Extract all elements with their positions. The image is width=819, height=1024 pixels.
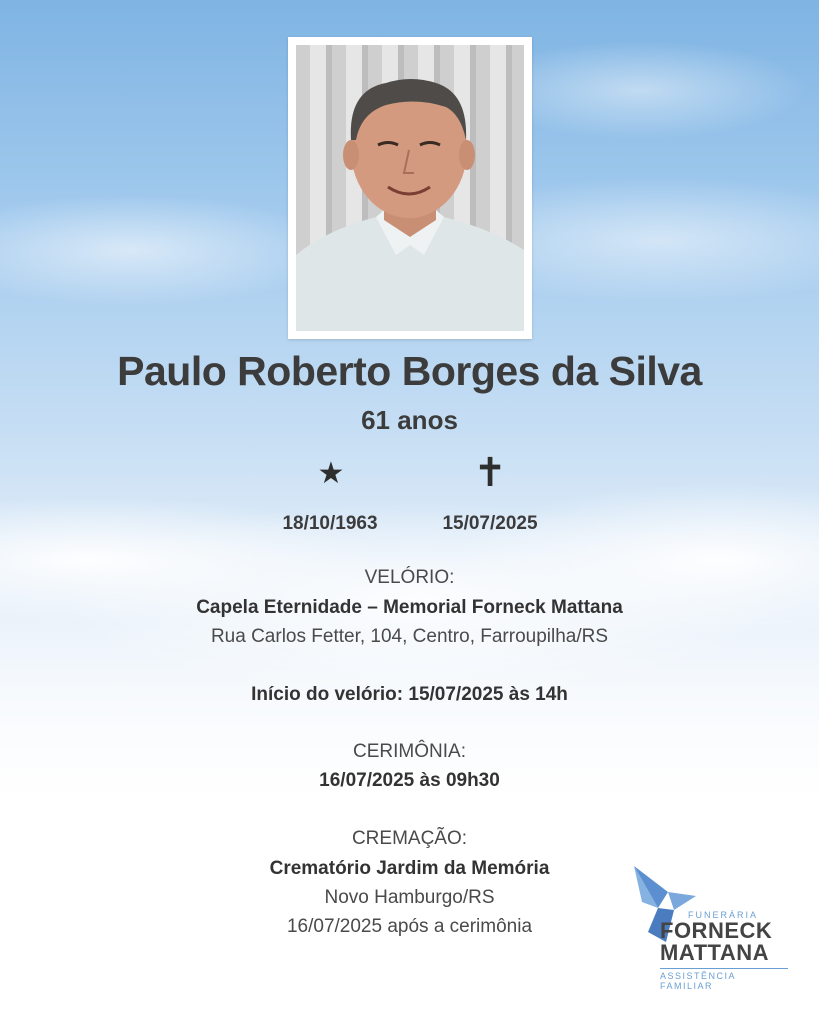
velorio-address: Rua Carlos Fetter, 104, Centro, Farroupilha/RS — [210, 626, 609, 647]
logo-line2: FORNECK — [660, 918, 773, 943]
cremacao-when: 16/07/2025 após a cerimônia — [286, 916, 533, 937]
portrait-photo — [296, 45, 524, 331]
cremacao-heading: CREMAÇÃO: — [351, 828, 468, 849]
velorio-heading: VELÓRIO: — [364, 567, 455, 588]
deceased-age: 61 anos — [361, 405, 458, 435]
portrait-illustration — [296, 45, 524, 331]
cross-icon: ✝ — [473, 451, 507, 495]
cremacao-city: Novo Hamburgo/RS — [324, 887, 495, 908]
birth-date: 18/10/1963 — [282, 513, 378, 534]
portrait-frame — [288, 37, 532, 339]
logo-line3: MATTANA — [660, 940, 769, 965]
star-icon: ★ — [317, 457, 345, 490]
deceased-name: Paulo Roberto Borges da Silva — [117, 348, 702, 394]
logo-line1: FUNERÁRIA — [688, 910, 759, 920]
cerimonia-datetime: 16/07/2025 às 09h30 — [319, 770, 500, 791]
cremacao-place: Crematório Jardim da Memória — [269, 858, 550, 879]
cerimonia-heading: CERIMÔNIA: — [353, 741, 466, 762]
funeral-home-logo — [628, 858, 788, 991]
death-date: 15/07/2025 — [442, 513, 538, 534]
velorio-place: Capela Eternidade – Memorial Forneck Mattana — [196, 597, 623, 618]
velorio-start: Início do velório: 15/07/2025 às 14h — [251, 684, 568, 705]
logo-line4: ASSISTÊNCIA FAMILIAR — [660, 968, 788, 991]
